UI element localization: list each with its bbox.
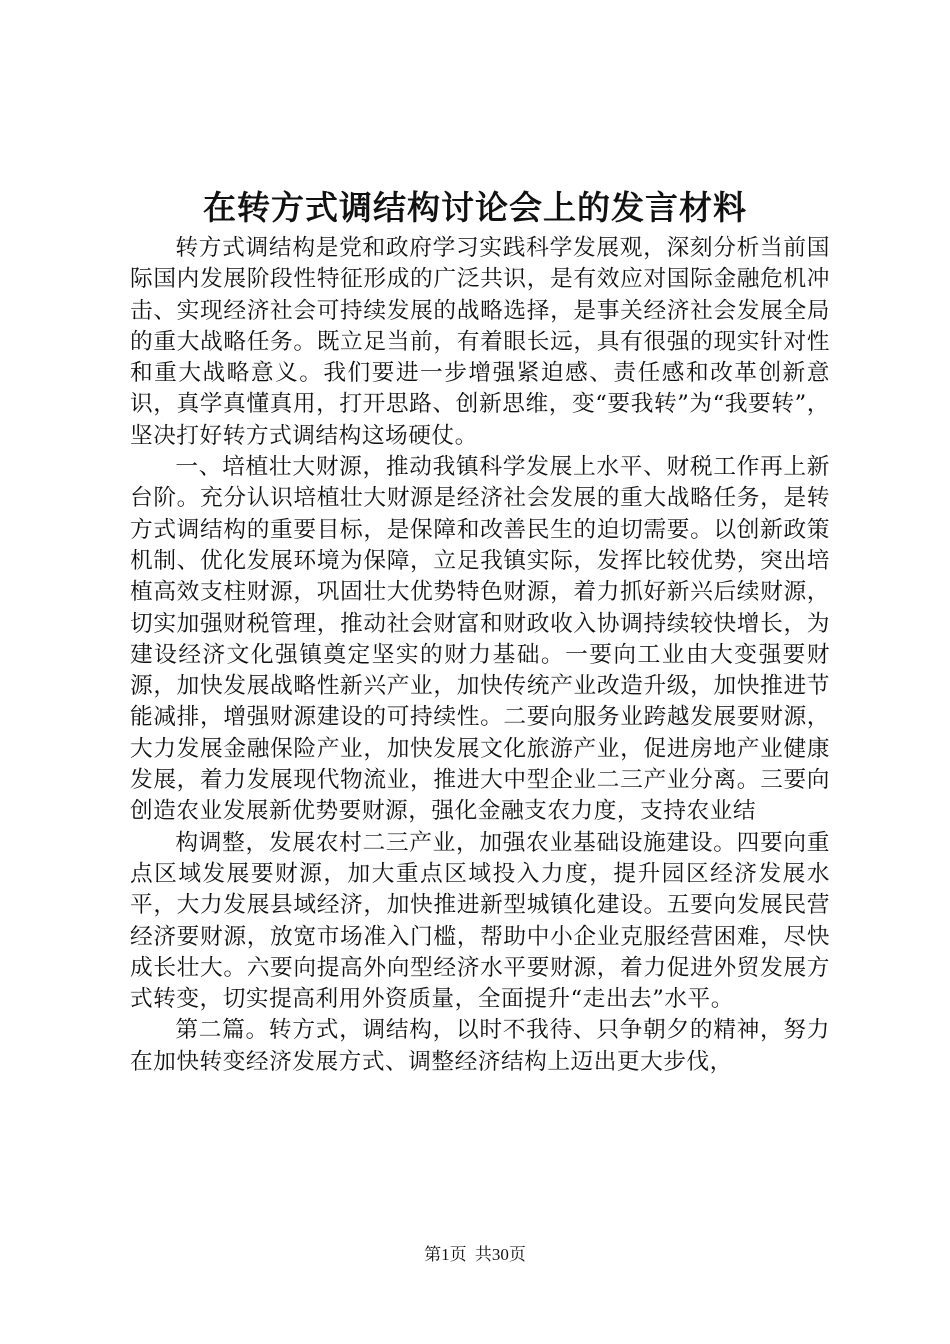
paragraph-section-one: 一、培植壮大财源，推动我镇科学发展上水平、财税工作再上新台阶。充分认识培植壮大财源是经济社会发展的重大战略任务，是转方式调结构的重要目标，是保障和改善民生的迫切需要。以创新政策机制、优化发展环境为保障，立足我镇实际，发挥比较优势，突出培植高效支柱财源，巩固壮大优势特色财源，着力抓好新兴后续财源，切实加强财税管理，推动社会财富和财政收入协调持续较快增长，为建设经济文化强镇奠定坚实的财力基础。一要向工业由大变强要财源，加快发展战略性新兴产业，加快传统产业改造升级，加快推进节能减排，增强财源建设的可持续性。二要向服务业跨越发展要财源，大力发展金融保险产业，加快发展文化旅游产业，促进房地产业健康发展，着力发展现代物流业，推进大中型企业二三产业分离。三要向创造农业发展新优势要财源，强化金融支农力度，支持农业结 [130, 454, 830, 825]
document-body [130, 233, 830, 1078]
page-total: 共30页 [474, 1245, 526, 1264]
document-title: 在转方式调结构讨论会上的发言材料 [203, 188, 747, 227]
page-footer [0, 1243, 950, 1267]
paragraph-section-one-continued: 构调整，发展农村二三产业，加强农业基础设施建设。四要向重点区域发展要财源，加大重点区域投入力度，提升园区经济发展水平，大力发展县域经济，加快推进新型城镇化建设。五要向发展民营经济要财源，放宽市场准入门槛，帮助中小企业克服经营困难，尽快成长壮大。六要向提高外向型经济水平要财源，着力促进外贸发展方式转变，切实提高利用外资质量，全面提升“走出去”水平。 [130, 829, 830, 1013]
page-number: 第1页 [424, 1245, 467, 1264]
paragraph-intro: 转方式调结构是党和政府学习实践科学发展观，深刻分析当前国际国内发展阶段性特征形成的广泛共识，是有效应对国际金融危机冲击、实现经济社会可持续发展的战略选择，是事关经济社会发展全局的重大战略任务。既立足当前，有着眼长远，具有很强的现实针对性和重大战略意义。我们要进一步增强紧迫感、责任感和改革创新意识，真学真懂真用，打开思路、创新思维，变“要我转”为“我要转”，坚决打好转方式调结构这场硬仗。 [130, 235, 830, 449]
paragraph-second-part: 第二篇。转方式，调结构，以时不我待、只争朝夕的精神，努力在加快转变经济发展方式、调整经济结构上迈出更大步伐， [130, 1017, 830, 1075]
